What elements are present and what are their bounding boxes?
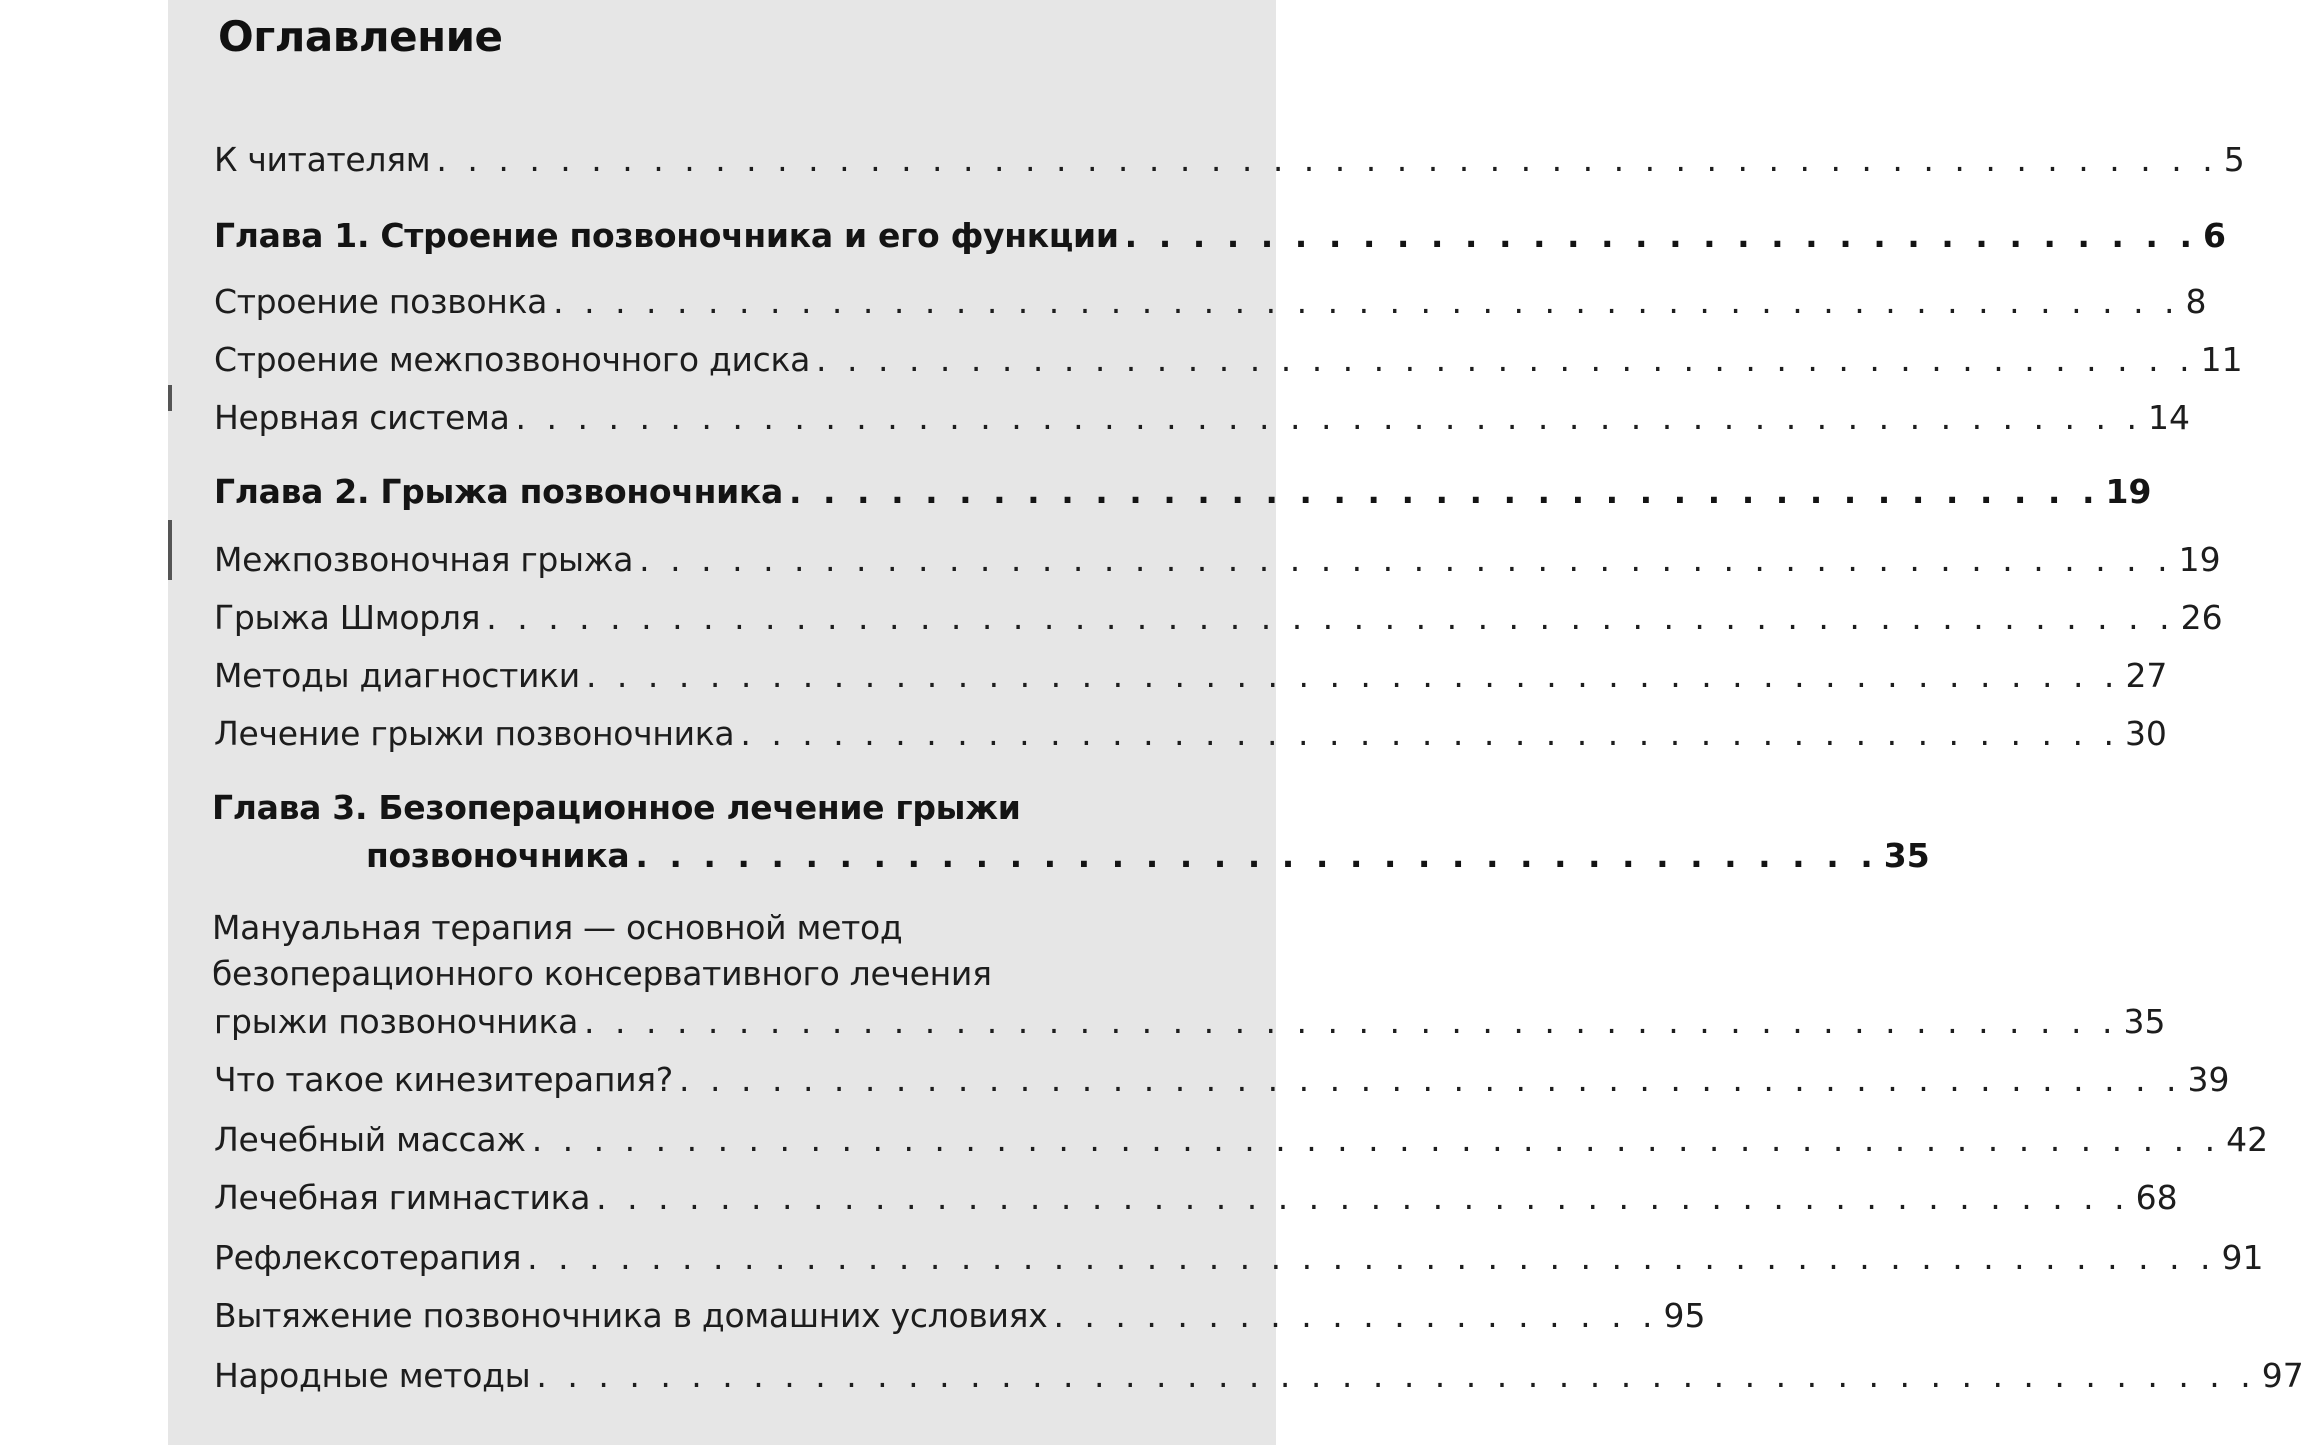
toc-entry-page: 97 (2261, 1356, 2304, 1395)
toc-entry (214, 1356, 2304, 1396)
toc-entry-page: 35 (1883, 836, 1930, 875)
toc-entry-label: Методы диагностики (214, 656, 580, 695)
toc-entry-page: 30 (2124, 714, 2167, 753)
toc-entry-label: Народные методы (214, 1356, 531, 1395)
leader-dots: . . . . . . . . . . . . . . . . . . . . . . . . . . . . . . . . . . . . . . . . . . . . . . . . . . . . . . . . . . (436, 140, 2218, 179)
toc-entry (214, 598, 2223, 638)
book-page (168, 0, 2304, 1445)
toc-entry (214, 1060, 2230, 1100)
margin-mark (168, 520, 172, 580)
toc-entry-label-line: Мануальная терапия — основной метод (212, 908, 903, 947)
leader-dots: . . . . . . . . . . . . . . . . . . . . . . . . . . . . . . . . . . . . . . . . . . . . . (816, 340, 2195, 379)
toc-entry-label: Строение межпозвоночного диска (214, 340, 811, 379)
toc-entry (214, 714, 2167, 754)
toc-entry-page: 91 (2221, 1238, 2264, 1277)
toc-entry-label: Межпозвоночная грыжа (214, 540, 634, 579)
toc-entry (214, 1296, 1706, 1336)
leader-dots: . . . . . . . . . . . . . . . . . . . . . . . . . . . . . . . . . . . . . . . . . . . . . . . . . . . . . (553, 282, 2180, 321)
toc-entry-page: 95 (1663, 1296, 1706, 1335)
toc-entry (214, 1238, 2264, 1278)
page-title: Оглавление (218, 12, 503, 61)
toc-entry (214, 1002, 2166, 1042)
toc-entry (214, 1120, 2269, 1160)
toc-entry-page: 6 (2202, 216, 2226, 255)
toc-entry-page: 39 (2187, 1060, 2230, 1099)
toc-entry (214, 398, 2190, 438)
toc-entry-page: 42 (2226, 1120, 2269, 1159)
toc-entry-page: 35 (2123, 1002, 2166, 1041)
toc-entry-label: Вытяжение позвоночника в домашних условиях (214, 1296, 1048, 1335)
toc-entry (214, 140, 2245, 180)
toc-entry-page: 5 (2223, 140, 2245, 179)
toc-chapter-label-line: Глава 3. Безоперационное лечение грыжи (212, 788, 1021, 827)
toc-entry-label: Глава 1. Строение позвоночника и его функции (214, 216, 1119, 255)
toc-entry (214, 340, 2243, 380)
toc-entry-label: Лечебная гимнастика (214, 1178, 591, 1217)
leader-dots: . . . . . . . . . . . . . . . . . . . . . . . . . . . . . . . . . . . . . . . . . . . . . . . . . . (584, 1002, 2118, 1041)
toc-chapter-entry (366, 836, 1930, 876)
toc-entry-page: 26 (2180, 598, 2223, 637)
toc-entry-label: Глава 2. Грыжа позвоночника (214, 472, 783, 511)
leader-dots: . . . . . . . . . . . . . . . . . . . . . . . . . . . . . . . . . . . . . . . . . . . . . . . . . . (596, 1178, 2130, 1217)
toc-entry-page: 8 (2185, 282, 2207, 321)
toc-entry-label: Лечение грыжи позвоночника (214, 714, 735, 753)
leader-dots: . . . . . . . . . . . . . . . . . . . . . . . . . . . . . . . . . . . . . . . . . . . . . . . . . . . . . . . (527, 1238, 2216, 1277)
toc-entry-label: Лечебный массаж (214, 1120, 526, 1159)
toc-entry-page: 11 (2200, 340, 2243, 379)
leader-dots: . . . . . . . . . . . . . . . . . . . . (1053, 1296, 1658, 1335)
toc-entry (214, 282, 2207, 322)
toc-entry-page: 19 (2105, 472, 2152, 511)
leader-dots: . . . . . . . . . . . . . . . . . . . . . . . . . . . . . . . . . . . . . . . . . . . . . . . . . . (585, 656, 2120, 695)
leader-dots: . . . . . . . . . . . . . . . . . . . . . . . . . . . . . . . . . . . . . . . . . . . . . . . . . . . . . . . (486, 598, 2175, 637)
leader-dots: . . . . . . . . . . . . . . . . . . . . . . . . . . . . . . . . (1124, 216, 2197, 255)
leader-dots: . . . . . . . . . . . . . . . . . . . . . . . . . . . . . . . . . . . . . . . . . . . . . . . . . . . . . . . (531, 1120, 2221, 1159)
toc-entry-label: позвоночника (366, 836, 630, 875)
leader-dots: . . . . . . . . . . . . . . . . . . . . . . . . . . . . . . . . . . . . . . . . . . . . . . . . . (679, 1060, 2182, 1099)
toc-entry-page: 19 (2178, 540, 2221, 579)
toc-entry-label: Нервная система (214, 398, 510, 437)
toc-entry-label: грыжи позвоночника (214, 1002, 578, 1041)
toc-chapter-entry (214, 472, 2152, 512)
toc-entry-page: 14 (2147, 398, 2190, 437)
toc-entry-label: Строение позвонка (214, 282, 548, 321)
toc-entry-label: Что такое кинезитерапия? (214, 1060, 674, 1099)
margin-mark (168, 385, 172, 411)
leader-dots: . . . . . . . . . . . . . . . . . . . . . . . . . . . . . . . . . . . . . . . . . . . . . (740, 714, 2119, 753)
toc-chapter-entry (214, 216, 2226, 256)
toc-entry-label: Рефлексотерапия (214, 1238, 522, 1277)
toc-entry-page: 68 (2135, 1178, 2178, 1217)
toc-entry (214, 656, 2168, 696)
toc-entry-label-line: безоперационного консервативного лечения (212, 954, 992, 993)
toc-entry-label: Грыжа Шморля (214, 598, 481, 637)
toc-entry (214, 1178, 2178, 1218)
leader-dots: . . . . . . . . . . . . . . . . . . . . . . . . . . . . . . . . . . . . . . . . . . . . . . . . . . . . . (515, 398, 2142, 437)
leader-dots: . . . . . . . . . . . . . . . . . . . . . . . . . . . . . . . . . . . . . . . . . . . . . . . . . . . . . . . . (536, 1356, 2256, 1395)
toc-entry-page: 27 (2125, 656, 2168, 695)
leader-dots: . . . . . . . . . . . . . . . . . . . . . . . . . . . . . . . . . . . . . . . (789, 472, 2100, 511)
leader-dots: . . . . . . . . . . . . . . . . . . . . . . . . . . . . . . . . . . . . . (635, 836, 1878, 875)
leader-dots: . . . . . . . . . . . . . . . . . . . . . . . . . . . . . . . . . . . . . . . . . . . . . . . . . . (639, 540, 2173, 579)
toc-entry (214, 540, 2221, 580)
toc-entry-label: К читателям (214, 140, 431, 179)
